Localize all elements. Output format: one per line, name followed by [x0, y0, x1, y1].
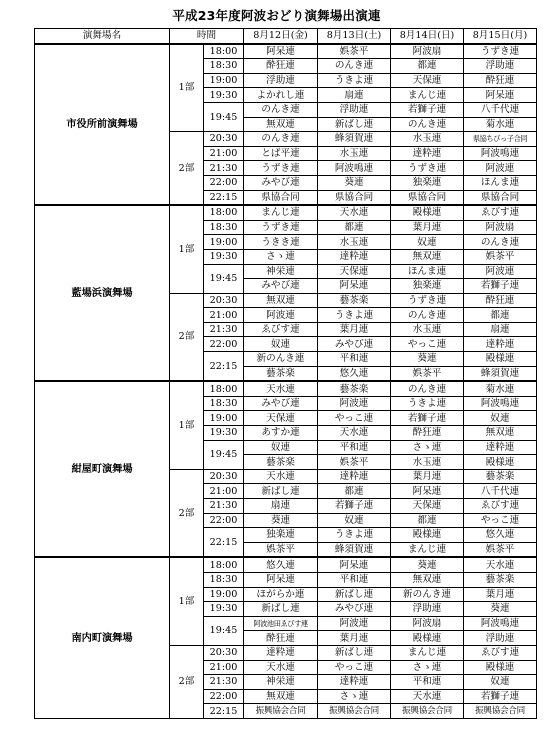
part-label: 2部: [170, 132, 204, 205]
troupe-cell: 奴連: [391, 235, 464, 250]
troupe-cell: やっこ連: [318, 660, 391, 675]
troupe-cell: 藝茶楽: [318, 381, 391, 396]
troupe-cell: 県協合同: [318, 190, 391, 205]
troupe-cell: のんき連: [318, 59, 391, 74]
troupe-cell: 天水連: [244, 469, 318, 484]
troupe-cell: 殿様連: [391, 631, 464, 646]
troupe-cell: とば平連: [244, 146, 318, 161]
troupe-cell: 天保連: [318, 264, 391, 279]
troupe-cell: まんじ連: [244, 205, 318, 220]
troupe-cell: 県協合同: [464, 190, 537, 205]
troupe-cell: 阿波扇: [464, 220, 537, 235]
time-slot: 21:30: [204, 322, 244, 337]
troupe-cell: 葵連: [464, 602, 537, 617]
time-slot: 19:45: [204, 440, 244, 469]
time-slot: 22:15: [204, 352, 244, 382]
time-slot: 19:45: [204, 264, 244, 293]
time-slot: 22:00: [204, 689, 244, 704]
schedule-body: [35, 44, 537, 719]
troupe-cell: 独楽連: [391, 175, 464, 190]
part-label: 1部: [170, 557, 204, 645]
time-slot: 19:45: [204, 616, 244, 645]
troupe-cell: 阿波連: [318, 616, 391, 631]
troupe-cell: のんき連: [391, 117, 464, 132]
troupe-cell: まんじ連: [391, 645, 464, 660]
troupe-cell: のんき連: [244, 102, 318, 117]
troupe-cell: 県協ちびっ子合同: [464, 132, 537, 147]
troupe-cell: 天水連: [391, 689, 464, 704]
header-row: [35, 29, 537, 44]
troupe-cell: うずき連: [391, 161, 464, 176]
troupe-cell: 独楽連: [244, 528, 318, 543]
troupe-cell: 平和連: [318, 440, 391, 455]
troupe-cell: ゑびす連: [464, 205, 537, 220]
troupe-cell: 振興協会合同: [464, 704, 537, 719]
troupe-cell: 阿波扇: [391, 44, 464, 59]
troupe-cell: 娯茶平: [464, 249, 537, 264]
troupe-cell: 無双連: [391, 572, 464, 587]
troupe-cell: 浮助連: [464, 631, 537, 646]
troupe-cell: 阿波連: [464, 264, 537, 279]
troupe-cell: 都連: [318, 484, 391, 499]
troupe-cell: 水玉連: [391, 455, 464, 470]
header-day: 8月13日(土): [318, 29, 391, 44]
time-slot: 21:00: [204, 308, 244, 323]
header-time: 時間: [170, 29, 244, 44]
time-slot: 20:30: [204, 469, 244, 484]
time-slot: 21:00: [204, 146, 244, 161]
troupe-cell: 水玉連: [318, 235, 391, 250]
troupe-cell: のんき連: [391, 381, 464, 396]
troupe-cell: うずき連: [464, 44, 537, 59]
troupe-cell: うずき連: [244, 220, 318, 235]
troupe-cell: 八千代連: [464, 484, 537, 499]
time-slot: 19:30: [204, 249, 244, 264]
troupe-cell: 振興協会合同: [244, 704, 318, 719]
time-slot: 22:15: [204, 528, 244, 558]
troupe-cell: 達粋連: [391, 146, 464, 161]
troupe-cell: のんき連: [244, 132, 318, 147]
time-slot: 19:00: [204, 587, 244, 602]
troupe-cell: 新ばし連: [318, 117, 391, 132]
troupe-cell: 振興協会合同: [391, 704, 464, 719]
troupe-cell: 葵連: [244, 513, 318, 528]
troupe-cell: 平和連: [391, 675, 464, 690]
troupe-cell: うきよ連: [391, 396, 464, 411]
troupe-cell: ゑびす連: [244, 322, 318, 337]
time-slot: 21:30: [204, 675, 244, 690]
header-day: 8月12日(金): [244, 29, 318, 44]
troupe-cell: 浮助連: [391, 602, 464, 617]
troupe-cell: 県協合同: [391, 190, 464, 205]
time-slot: 19:00: [204, 411, 244, 426]
header-venue: 演舞場名: [35, 29, 170, 44]
troupe-cell: 阿呆連: [318, 557, 391, 572]
troupe-cell: 阿波池田ゑびす連: [244, 616, 318, 631]
part-label: 1部: [170, 381, 204, 469]
troupe-cell: 都連: [391, 59, 464, 74]
troupe-cell: 無双連: [244, 293, 318, 308]
header-day: 8月15日(月): [464, 29, 537, 44]
troupe-cell: ゑびす連: [464, 645, 537, 660]
schedule-row: [35, 205, 537, 220]
time-slot: 22:00: [204, 513, 244, 528]
troupe-cell: 藝茶楽: [464, 469, 537, 484]
troupe-cell: 悠久連: [318, 366, 391, 381]
troupe-cell: 酔狂連: [391, 426, 464, 441]
troupe-cell: うきよ連: [318, 73, 391, 88]
troupe-cell: 娯茶平: [391, 366, 464, 381]
troupe-cell: 阿波連: [244, 308, 318, 323]
part-label: 2部: [170, 645, 204, 718]
troupe-cell: 都連: [464, 308, 537, 323]
troupe-cell: 阿呆連: [318, 279, 391, 294]
troupe-cell: のんき連: [391, 308, 464, 323]
troupe-cell: 平和連: [318, 572, 391, 587]
troupe-cell: 若獅子連: [464, 279, 537, 294]
page-title: 平成23年度阿波おどり演舞場出演連: [172, 8, 381, 23]
troupe-cell: うきよ連: [318, 528, 391, 543]
troupe-cell: 振興協会合同: [318, 704, 391, 719]
time-slot: 20:30: [204, 645, 244, 660]
troupe-cell: 殿様連: [464, 660, 537, 675]
troupe-cell: 娯茶平: [464, 542, 537, 557]
troupe-cell: 天保連: [391, 499, 464, 514]
troupe-cell: 葵連: [318, 175, 391, 190]
troupe-cell: みやび連: [244, 175, 318, 190]
troupe-cell: 達粋連: [464, 337, 537, 352]
troupe-cell: 水玉連: [391, 322, 464, 337]
troupe-cell: 都連: [318, 220, 391, 235]
time-slot: 18:00: [204, 557, 244, 572]
venue-name: 南内町演舞場: [35, 557, 170, 718]
troupe-cell: 新のんき連: [244, 352, 318, 367]
time-slot: 22:15: [204, 704, 244, 719]
time-slot: 18:00: [204, 44, 244, 59]
troupe-cell: 若獅子連: [391, 411, 464, 426]
troupe-cell: 殿様連: [391, 205, 464, 220]
part-label: 2部: [170, 469, 204, 557]
part-label: 1部: [170, 205, 204, 293]
troupe-cell: あすか連: [244, 426, 318, 441]
troupe-cell: 阿波鳴連: [318, 161, 391, 176]
time-slot: 22:15: [204, 190, 244, 205]
troupe-cell: うずき連: [244, 161, 318, 176]
troupe-cell: 天水連: [318, 426, 391, 441]
troupe-cell: やっこ連: [391, 337, 464, 352]
venue-name: 市役所前演舞場: [35, 44, 170, 206]
troupe-cell: 酔狂連: [464, 73, 537, 88]
troupe-cell: 殿様連: [391, 528, 464, 543]
troupe-cell: 八千代連: [464, 102, 537, 117]
troupe-cell: のんき連: [464, 235, 537, 250]
troupe-cell: みやび連: [318, 602, 391, 617]
troupe-cell: ほんま連: [464, 175, 537, 190]
time-slot: 18:30: [204, 572, 244, 587]
troupe-cell: 阿呆連: [244, 572, 318, 587]
troupe-cell: 藝茶楽: [464, 572, 537, 587]
troupe-cell: 殿様連: [464, 352, 537, 367]
venue-name: 藍場浜演舞場: [35, 205, 170, 381]
part-label: 1部: [170, 44, 204, 132]
troupe-cell: 阿波鳴連: [464, 616, 537, 631]
troupe-cell: うきき連: [244, 235, 318, 250]
troupe-cell: 菊水連: [464, 117, 537, 132]
troupe-cell: みやび連: [318, 337, 391, 352]
troupe-cell: まんじ連: [391, 542, 464, 557]
troupe-cell: 神栄連: [244, 264, 318, 279]
troupe-cell: 無双連: [244, 117, 318, 132]
time-slot: 19:45: [204, 102, 244, 131]
time-slot: 19:00: [204, 73, 244, 88]
time-slot: 21:00: [204, 660, 244, 675]
header-day: 8月14日(日): [391, 29, 464, 44]
troupe-cell: 葵連: [391, 352, 464, 367]
troupe-cell: 奴連: [464, 411, 537, 426]
troupe-cell: 無双連: [391, 249, 464, 264]
troupe-cell: 葉月連: [464, 587, 537, 602]
troupe-cell: 新ばし連: [244, 484, 318, 499]
troupe-cell: 奴連: [244, 440, 318, 455]
troupe-cell: 達粋連: [464, 440, 537, 455]
time-slot: 21:30: [204, 161, 244, 176]
troupe-cell: 新ばし連: [244, 602, 318, 617]
troupe-cell: 殿様連: [464, 455, 537, 470]
troupe-cell: 菊水連: [464, 381, 537, 396]
troupe-cell: 阿波連: [318, 396, 391, 411]
troupe-cell: 葉月連: [318, 322, 391, 337]
troupe-cell: 若獅子連: [391, 102, 464, 117]
troupe-cell: 水玉連: [391, 132, 464, 147]
troupe-cell: 阿呆連: [244, 44, 318, 59]
troupe-cell: 悠久連: [244, 557, 318, 572]
troupe-cell: 新ばし連: [318, 645, 391, 660]
troupe-cell: 都連: [391, 513, 464, 528]
troupe-cell: 若獅子連: [318, 499, 391, 514]
troupe-cell: 平和連: [318, 352, 391, 367]
troupe-cell: 浮助連: [244, 73, 318, 88]
time-slot: 20:30: [204, 293, 244, 308]
troupe-cell: 奴連: [464, 675, 537, 690]
troupe-cell: ほんま連: [391, 264, 464, 279]
troupe-cell: やっこ連: [464, 513, 537, 528]
troupe-cell: 水玉連: [318, 146, 391, 161]
time-slot: 21:00: [204, 484, 244, 499]
time-slot: 22:00: [204, 175, 244, 190]
troupe-cell: よかれし連: [244, 88, 318, 103]
troupe-cell: 藝茶楽: [244, 455, 318, 470]
troupe-cell: 達粋連: [244, 645, 318, 660]
troupe-cell: 酔狂連: [464, 293, 537, 308]
troupe-cell: 葵連: [391, 557, 464, 572]
troupe-cell: 悠久連: [464, 528, 537, 543]
time-slot: 22:00: [204, 337, 244, 352]
troupe-cell: 浮助連: [464, 59, 537, 74]
troupe-cell: うずき連: [391, 293, 464, 308]
troupe-cell: 阿波鳴連: [464, 146, 537, 161]
schedule-row: [35, 44, 537, 59]
troupe-cell: 葉月連: [391, 220, 464, 235]
troupe-cell: 天保連: [244, 411, 318, 426]
troupe-cell: 娯茶平: [318, 455, 391, 470]
troupe-cell: みやび連: [244, 396, 318, 411]
troupe-cell: 阿呆連: [391, 484, 464, 499]
time-slot: 18:00: [204, 381, 244, 396]
time-slot: 19:30: [204, 602, 244, 617]
troupe-cell: 天水連: [318, 205, 391, 220]
venue-name: 紺屋町演舞場: [35, 381, 170, 557]
troupe-cell: 達粋連: [318, 249, 391, 264]
troupe-cell: 浮助連: [318, 102, 391, 117]
time-slot: 19:00: [204, 235, 244, 250]
troupe-cell: 奴連: [318, 513, 391, 528]
troupe-cell: 達粋連: [318, 675, 391, 690]
troupe-cell: 奴連: [244, 337, 318, 352]
troupe-cell: 酔狂連: [244, 59, 318, 74]
troupe-cell: 扇連: [464, 322, 537, 337]
troupe-cell: 天水連: [464, 557, 537, 572]
troupe-cell: 葉月連: [318, 631, 391, 646]
troupe-cell: 阿波鳴連: [464, 396, 537, 411]
troupe-cell: さゝ連: [391, 660, 464, 675]
time-slot: 19:30: [204, 88, 244, 103]
troupe-cell: 阿波連: [464, 161, 537, 176]
troupe-cell: 扇連: [244, 499, 318, 514]
schedule-table: [34, 28, 537, 719]
schedule-row: [35, 557, 537, 572]
troupe-cell: 天保連: [391, 73, 464, 88]
troupe-cell: さゝ連: [391, 440, 464, 455]
troupe-cell: やっこ連: [318, 411, 391, 426]
troupe-cell: さゝ連: [318, 689, 391, 704]
time-slot: 18:30: [204, 220, 244, 235]
troupe-cell: 娯茶平: [244, 542, 318, 557]
part-label: 2部: [170, 293, 204, 381]
troupe-cell: ゑびす連: [464, 499, 537, 514]
troupe-cell: 蜂須賀連: [464, 366, 537, 381]
troupe-cell: 阿呆連: [464, 88, 537, 103]
troupe-cell: 蜂須賀連: [318, 132, 391, 147]
troupe-cell: さゝ連: [244, 249, 318, 264]
time-slot: 20:30: [204, 132, 244, 147]
troupe-cell: みやび連: [244, 279, 318, 294]
troupe-cell: 天水連: [244, 660, 318, 675]
schedule-row: [35, 381, 537, 396]
time-slot: 18:30: [204, 396, 244, 411]
troupe-cell: 神栄連: [244, 675, 318, 690]
troupe-cell: 県協合同: [244, 190, 318, 205]
troupe-cell: 蜂須賀連: [318, 542, 391, 557]
troupe-cell: 阿波扇: [391, 616, 464, 631]
troupe-cell: 独楽連: [391, 279, 464, 294]
troupe-cell: 無双連: [464, 426, 537, 441]
time-slot: 19:30: [204, 426, 244, 441]
troupe-cell: ほがらか連: [244, 587, 318, 602]
troupe-cell: 新のんき連: [391, 587, 464, 602]
troupe-cell: 扇連: [318, 88, 391, 103]
troupe-cell: 新ばし連: [318, 587, 391, 602]
time-slot: 18:30: [204, 59, 244, 74]
troupe-cell: 天水連: [244, 381, 318, 396]
troupe-cell: 娯茶平: [318, 44, 391, 59]
time-slot: 21:30: [204, 499, 244, 514]
troupe-cell: 無双連: [244, 689, 318, 704]
troupe-cell: 葉月連: [391, 469, 464, 484]
troupe-cell: 達粋連: [318, 469, 391, 484]
troupe-cell: うきよ連: [318, 308, 391, 323]
troupe-cell: 酔狂連: [244, 631, 318, 646]
troupe-cell: 藝茶楽: [318, 293, 391, 308]
troupe-cell: 若獅子連: [464, 689, 537, 704]
troupe-cell: 藝茶楽: [244, 366, 318, 381]
time-slot: 18:00: [204, 205, 244, 220]
troupe-cell: まんじ連: [391, 88, 464, 103]
